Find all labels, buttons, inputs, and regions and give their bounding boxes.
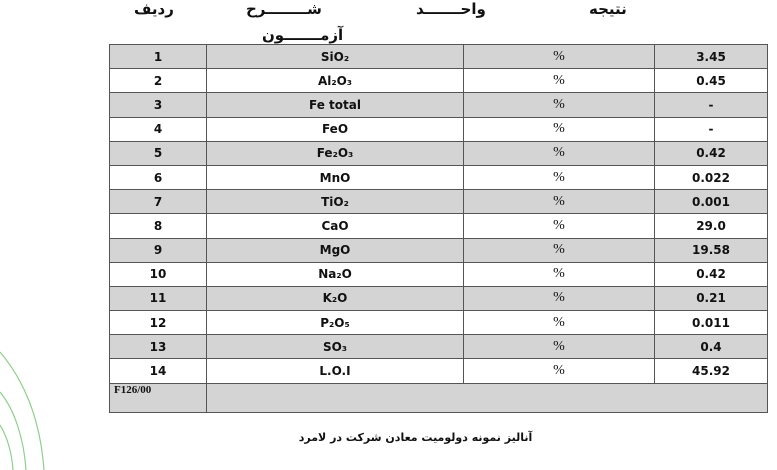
form-code: F126/00 bbox=[110, 383, 207, 412]
table-row bbox=[110, 117, 768, 141]
row-result: 0.42 bbox=[655, 141, 768, 165]
header-result: نتیجه bbox=[589, 0, 627, 18]
row-test-name: FeO bbox=[207, 117, 464, 141]
row-result: 0.45 bbox=[655, 69, 768, 93]
row-test-name: Al₂O₃ bbox=[207, 69, 464, 93]
header-description: شــــــــرح bbox=[246, 0, 322, 18]
row-index: 8 bbox=[110, 214, 207, 238]
header-unit: واحـــــــد bbox=[416, 0, 486, 18]
table-row bbox=[110, 165, 768, 189]
row-index: 2 bbox=[110, 69, 207, 93]
row-result: 0.4 bbox=[655, 335, 768, 359]
row-index: 7 bbox=[110, 190, 207, 214]
footer-empty-cell bbox=[207, 383, 768, 412]
row-unit: % bbox=[464, 311, 655, 335]
row-result: 19.58 bbox=[655, 238, 768, 262]
row-test-name: MnO bbox=[207, 165, 464, 189]
row-index: 14 bbox=[110, 359, 207, 383]
caption bbox=[0, 431, 777, 444]
header-description-line2: آزمـــــــون bbox=[262, 26, 344, 44]
row-result: - bbox=[655, 117, 768, 141]
row-unit: % bbox=[464, 335, 655, 359]
row-unit: % bbox=[464, 359, 655, 383]
table-row bbox=[110, 93, 768, 117]
table-row bbox=[110, 190, 768, 214]
row-result: 29.0 bbox=[655, 214, 768, 238]
table-footer-row bbox=[110, 383, 768, 412]
table-row bbox=[110, 335, 768, 359]
row-index: 1 bbox=[110, 45, 207, 69]
row-result: 0.022 bbox=[655, 165, 768, 189]
table-row bbox=[110, 141, 768, 165]
row-result: - bbox=[655, 93, 768, 117]
row-unit: % bbox=[464, 214, 655, 238]
table-row bbox=[110, 286, 768, 310]
table-row bbox=[110, 262, 768, 286]
row-index: 4 bbox=[110, 117, 207, 141]
row-test-name: Na₂O bbox=[207, 262, 464, 286]
row-test-name: L.O.I bbox=[207, 359, 464, 383]
row-unit: % bbox=[464, 286, 655, 310]
row-unit: % bbox=[464, 93, 655, 117]
row-result: 45.92 bbox=[655, 359, 768, 383]
row-unit: % bbox=[464, 141, 655, 165]
row-result: 0.42 bbox=[655, 262, 768, 286]
row-index: 5 bbox=[110, 141, 207, 165]
row-test-name: Fe₂O₃ bbox=[207, 141, 464, 165]
header-index: ردیف bbox=[134, 0, 174, 18]
row-test-name: SO₃ bbox=[207, 335, 464, 359]
row-test-name: Fe total bbox=[207, 93, 464, 117]
row-result: 0.21 bbox=[655, 286, 768, 310]
row-test-name: P₂O₅ bbox=[207, 311, 464, 335]
table-row bbox=[110, 45, 768, 69]
row-test-name: MgO bbox=[207, 238, 464, 262]
row-unit: % bbox=[464, 69, 655, 93]
row-unit: % bbox=[464, 238, 655, 262]
row-index: 6 bbox=[110, 165, 207, 189]
table-row bbox=[110, 69, 768, 93]
row-index: 10 bbox=[110, 262, 207, 286]
row-index: 12 bbox=[110, 311, 207, 335]
row-test-name: SiO₂ bbox=[207, 45, 464, 69]
table-row bbox=[110, 359, 768, 383]
row-result: 3.45 bbox=[655, 45, 768, 69]
row-result: 0.001 bbox=[655, 190, 768, 214]
caption-text: آنالیز نمونه دولومیت معادن شرکت در لامرد bbox=[298, 431, 533, 444]
row-index: 3 bbox=[110, 93, 207, 117]
row-index: 13 bbox=[110, 335, 207, 359]
table-row bbox=[110, 311, 768, 335]
row-unit: % bbox=[464, 165, 655, 189]
row-test-name: TiO₂ bbox=[207, 190, 464, 214]
row-index: 9 bbox=[110, 238, 207, 262]
row-index: 11 bbox=[110, 286, 207, 310]
row-test-name: K₂O bbox=[207, 286, 464, 310]
analysis-table bbox=[109, 44, 768, 413]
row-result: 0.011 bbox=[655, 311, 768, 335]
row-unit: % bbox=[464, 45, 655, 69]
row-unit: % bbox=[464, 262, 655, 286]
row-test-name: CaO bbox=[207, 214, 464, 238]
table-row bbox=[110, 214, 768, 238]
row-unit: % bbox=[464, 190, 655, 214]
table-row bbox=[110, 238, 768, 262]
row-unit: % bbox=[464, 117, 655, 141]
